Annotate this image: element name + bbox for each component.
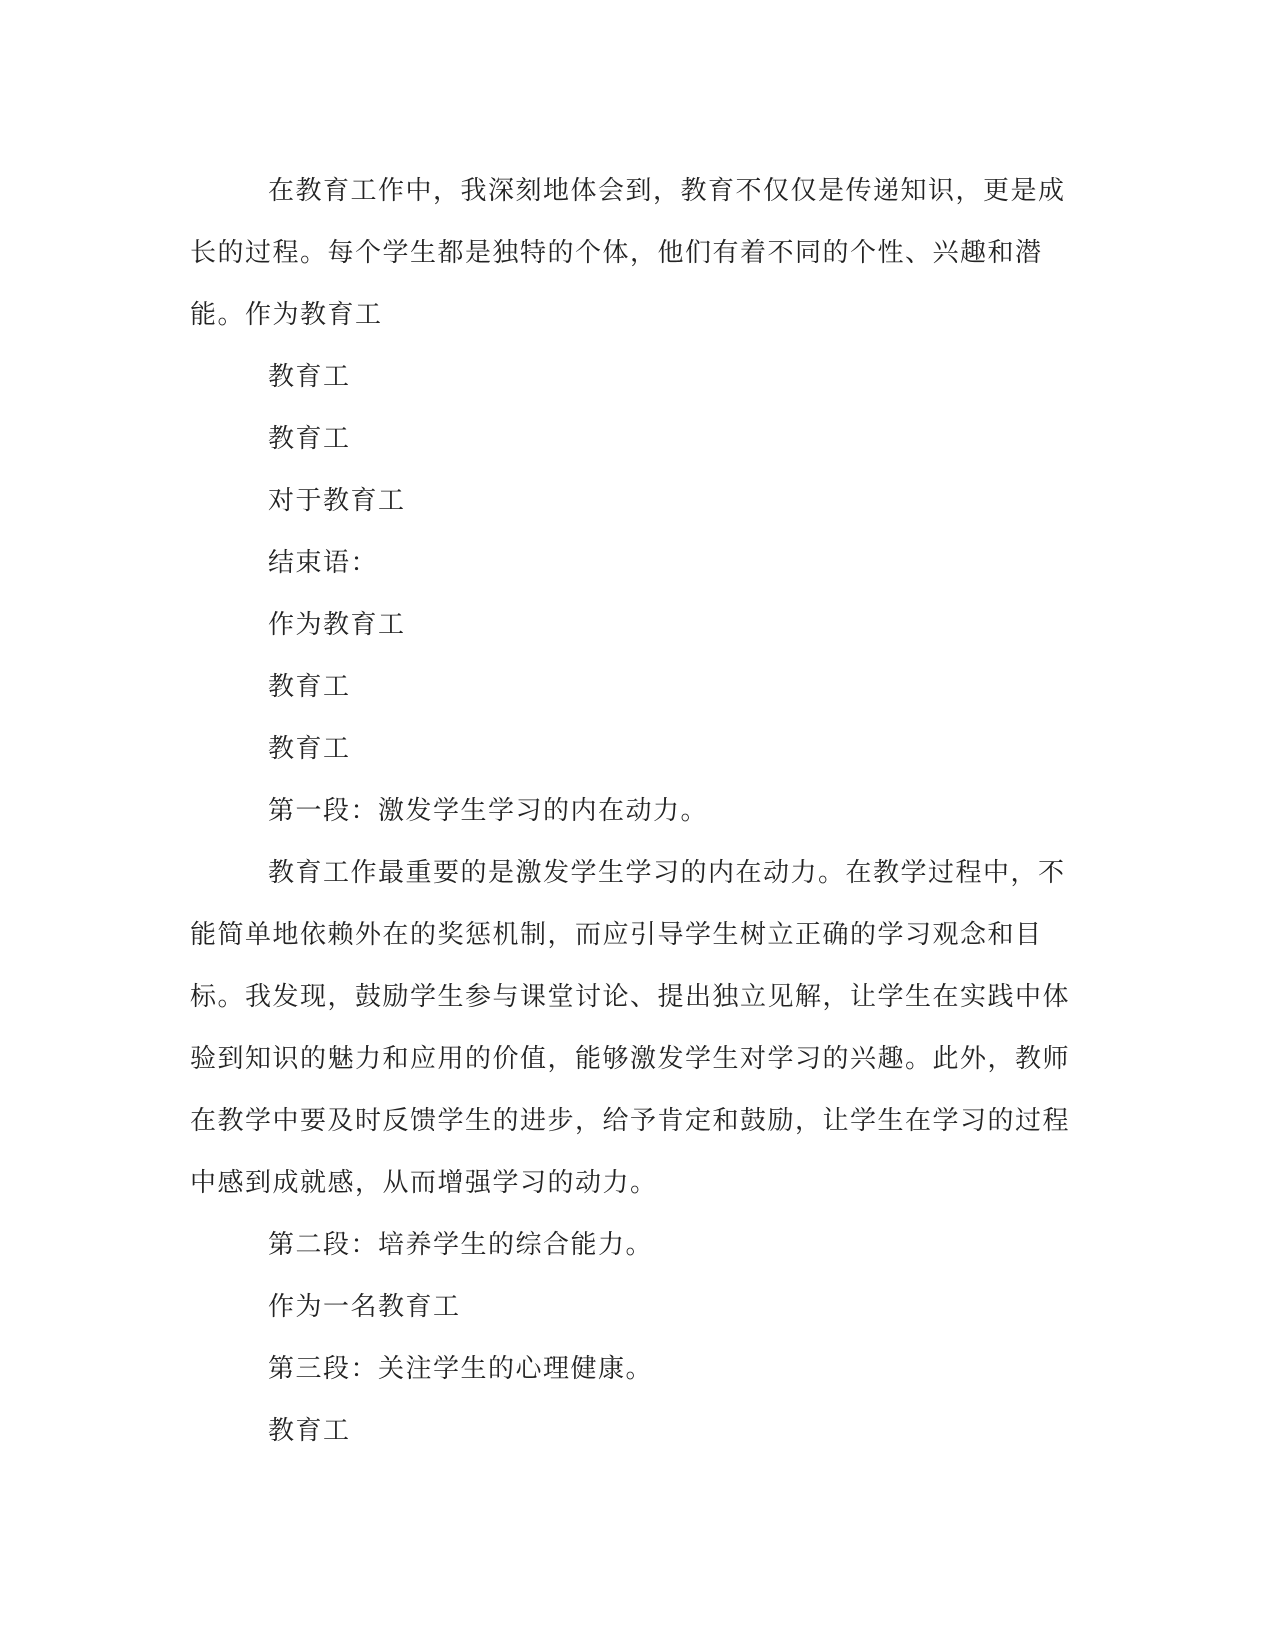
document-body — [190, 160, 1090, 1462]
paragraph-line: 作为一名教育工 — [268, 1292, 461, 1322]
paragraph-line: 教育工 — [268, 672, 351, 702]
section-heading-2: 第二段：培养学生的综合能力。 — [268, 1230, 654, 1260]
paragraph-line: 对于教育工 — [268, 486, 406, 516]
paragraph-intro: 在教育工作中，我深刻地体会到，教育不仅仅是传递知识，更是成长的过程。每个学生都是独特的个体，他们有着不同的个性、兴趣和潜能。作为教育工 — [190, 176, 1066, 330]
paragraph-line: 教育工 — [268, 424, 351, 454]
section-heading-conclusion: 结束语： — [268, 548, 379, 578]
paragraph-line: 教育工 — [268, 1416, 351, 1446]
section-heading-1: 第一段：激发学生学习的内在动力。 — [268, 796, 709, 826]
section-heading-3: 第三段：关注学生的心理健康。 — [268, 1354, 654, 1384]
paragraph-line: 教育工 — [268, 362, 351, 392]
paragraph-line: 教育工 — [268, 734, 351, 764]
paragraph-line: 作为教育工 — [268, 610, 406, 640]
paragraph-body-1: 教育工作最重要的是激发学生学习的内在动力。在教学过程中，不能简单地依赖外在的奖惩机制，而应引导学生树立正确的学习观念和目标。我发现，鼓励学生参与课堂讨论、提出独立见解，让学生在实践中体验到知识的魅力和应用的价值，能够激发学生对学习的兴趣。此外，教师在教学中要及时反馈学生的进步，给予肯定和鼓励，让学生在学习的过程中感到成就感，从而增强学习的动力。 — [190, 858, 1071, 1198]
